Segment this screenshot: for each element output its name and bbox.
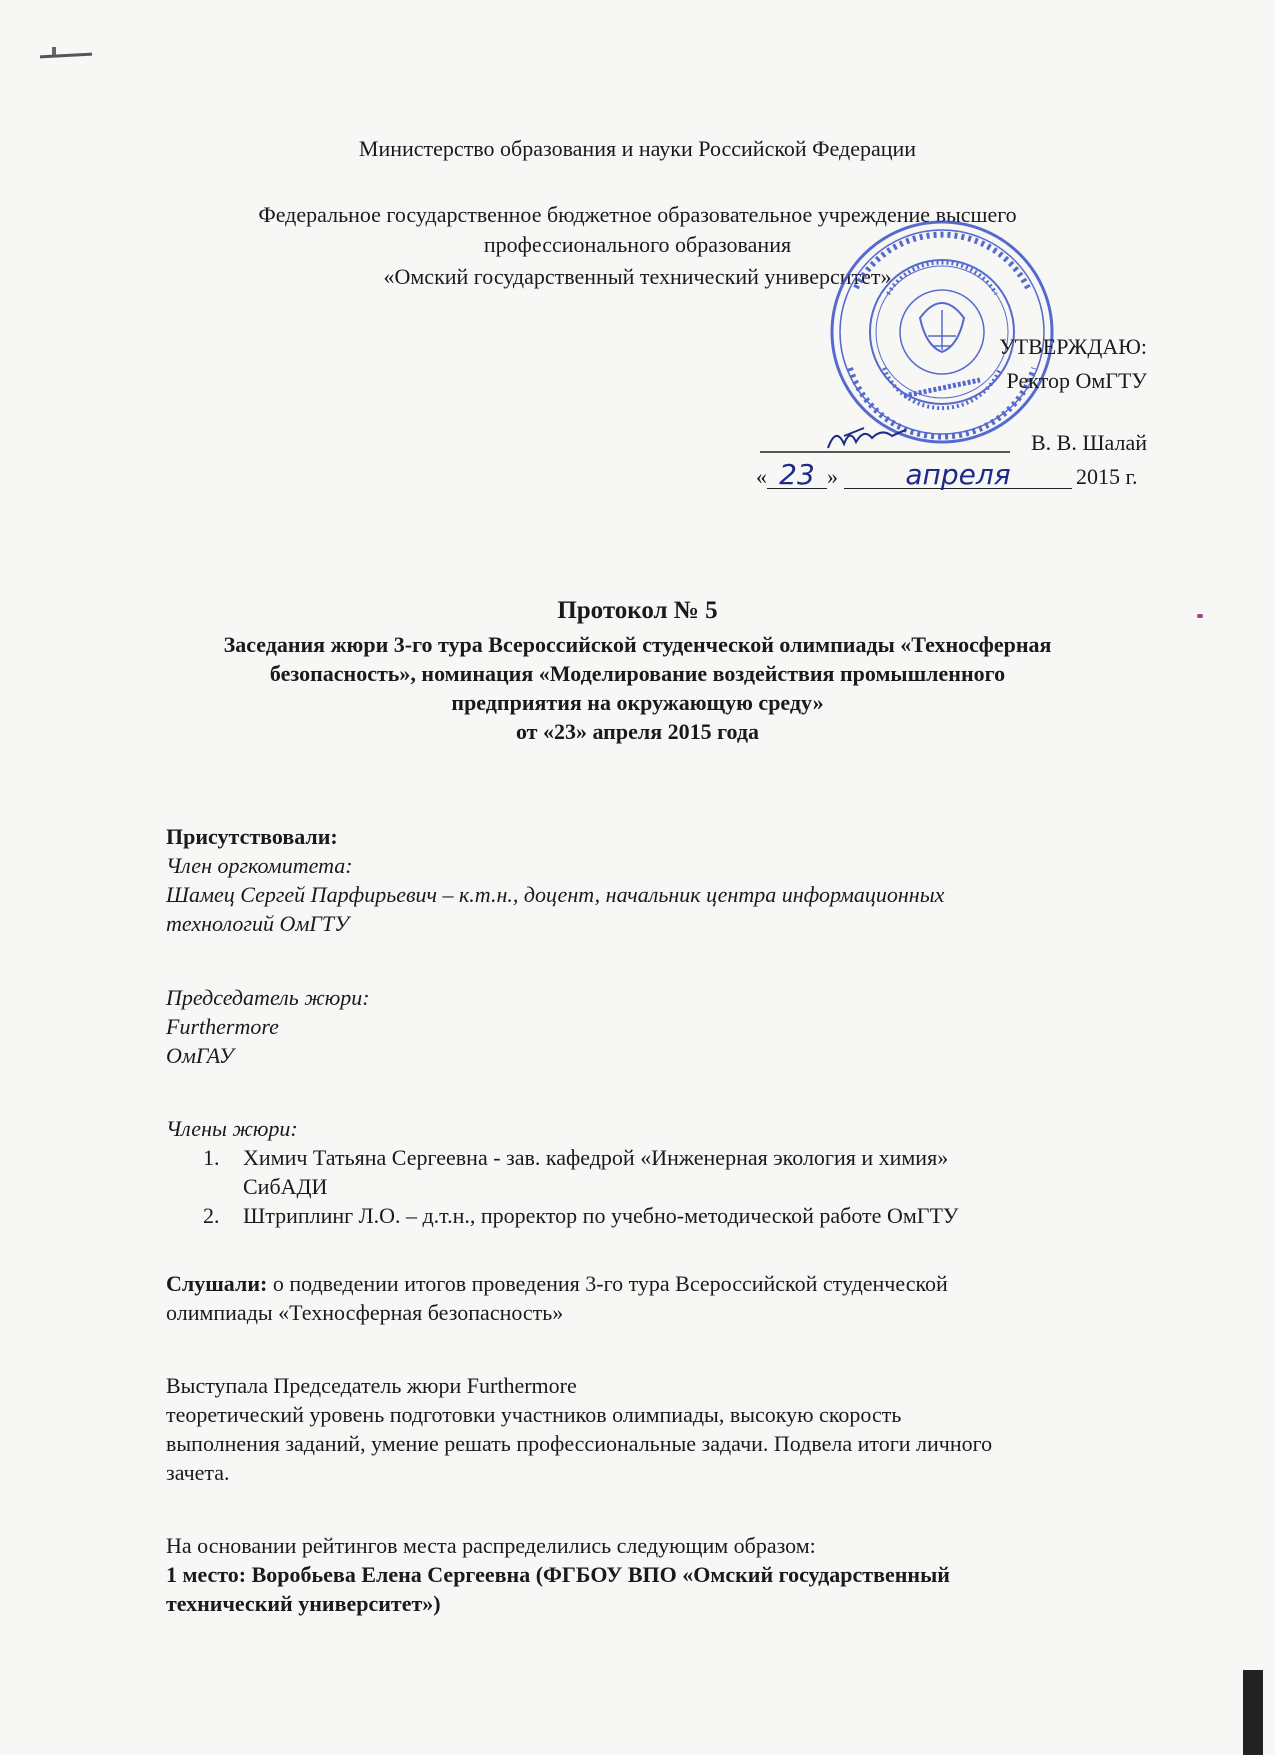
jury-member-text	[243, 1143, 1123, 1201]
date-open-quote: «	[756, 464, 767, 489]
speech-line2: теоретический уровень подготовки участников олимпиады, высокую скорость	[166, 1402, 902, 1427]
list-number: 1.	[203, 1145, 220, 1170]
handwritten-signature	[760, 418, 1010, 454]
approve-label: УТВЕРЖДАЮ:	[999, 334, 1147, 359]
speech-line3: выполнения заданий, умение решать профессиональные задачи. Подвела итоги личного	[166, 1431, 993, 1456]
approver-position: Ректор ОмГТУ	[1006, 368, 1147, 393]
jury-member-line1: Химич Татьяна Сергеевна - зав. кафедрой «Инженерная экология и химия»	[243, 1145, 949, 1170]
heard-line2: олимпиады «Техносферная безопасность»	[166, 1300, 564, 1325]
scan-mark	[40, 53, 92, 59]
orgcommittee-member-line2: технологий ОмГТУ	[166, 911, 349, 936]
jury-chair-line1: Furthermore	[166, 1014, 279, 1039]
jury-chair-label: Председатель жюри:	[166, 985, 370, 1010]
date-close-quote: »	[827, 464, 838, 489]
jury-members-label: Члены жюри:	[166, 1116, 298, 1141]
institution-name-line3: «Омский государственный технический университет»	[383, 264, 892, 289]
protocol-title: Протокол № 5	[557, 597, 718, 624]
date-year: 2015 г.	[1076, 464, 1138, 489]
protocol-subtitle-line2: безопасность», номинация «Моделирование воздействия промышленного	[269, 661, 1006, 686]
results-intro: На основании рейтингов места распределились следующим образом:	[166, 1533, 816, 1558]
protocol-date: от «23» апреля 2015 года	[515, 719, 760, 744]
heard-line1	[166, 1269, 1126, 1298]
first-place-line1: 1 место: Воробьева Елена Сергеевна (ФГБОУ ВПО «Омский государственный	[166, 1562, 950, 1587]
protocol-subtitle-line1: Заседания жюри 3-го тура Всероссийской студенческой олимпиады «Техносферная	[223, 632, 1052, 657]
date-month: апреля	[844, 462, 1072, 489]
approval-date	[756, 458, 1156, 491]
jury-member-line2: СибАДИ	[243, 1174, 328, 1199]
orgcommittee-member-line1: Шамец Сергей Парфирьевич – к.т.н., доцент, начальник центра информационных	[166, 882, 945, 907]
list-number: 2.	[203, 1203, 220, 1228]
attendees-heading: Присутствовали:	[166, 824, 338, 849]
jury-member-item	[203, 1201, 1123, 1231]
institution-name-line2: профессионального образования	[483, 232, 792, 257]
orgcommittee-label: Член оргкомитета:	[166, 853, 353, 878]
first-place-line2: технический университет»)	[166, 1591, 441, 1616]
protocol-subtitle-line3: предприятия на окружающую среду»	[451, 690, 824, 715]
jury-chair-line2: ОмГАУ	[166, 1043, 234, 1068]
jury-member-item	[203, 1143, 1123, 1203]
signer-name: В. В. Шалай	[1030, 430, 1147, 455]
jury-member-line1: Штриплинг Л.О. – д.т.н., проректор по учебно-методической работе ОмГТУ	[243, 1203, 959, 1228]
date-day: 23	[767, 462, 827, 489]
scan-edge	[1243, 1670, 1263, 1755]
scan-mark	[52, 47, 56, 55]
ministry-name: Министерство образования и науки Российской Федерации	[358, 136, 917, 161]
speech-line1: Выступала Председатель жюри Furthermore	[166, 1373, 577, 1398]
institution-name-line1: Федеральное государственное бюджетное образовательное учреждение высшего	[258, 202, 1017, 227]
heard-label: Слушали:	[166, 1271, 268, 1296]
speech-line4: зачета.	[166, 1460, 230, 1485]
heard-text: о подведении итогов проведения 3-го тура Всероссийской студенческой	[267, 1271, 948, 1296]
